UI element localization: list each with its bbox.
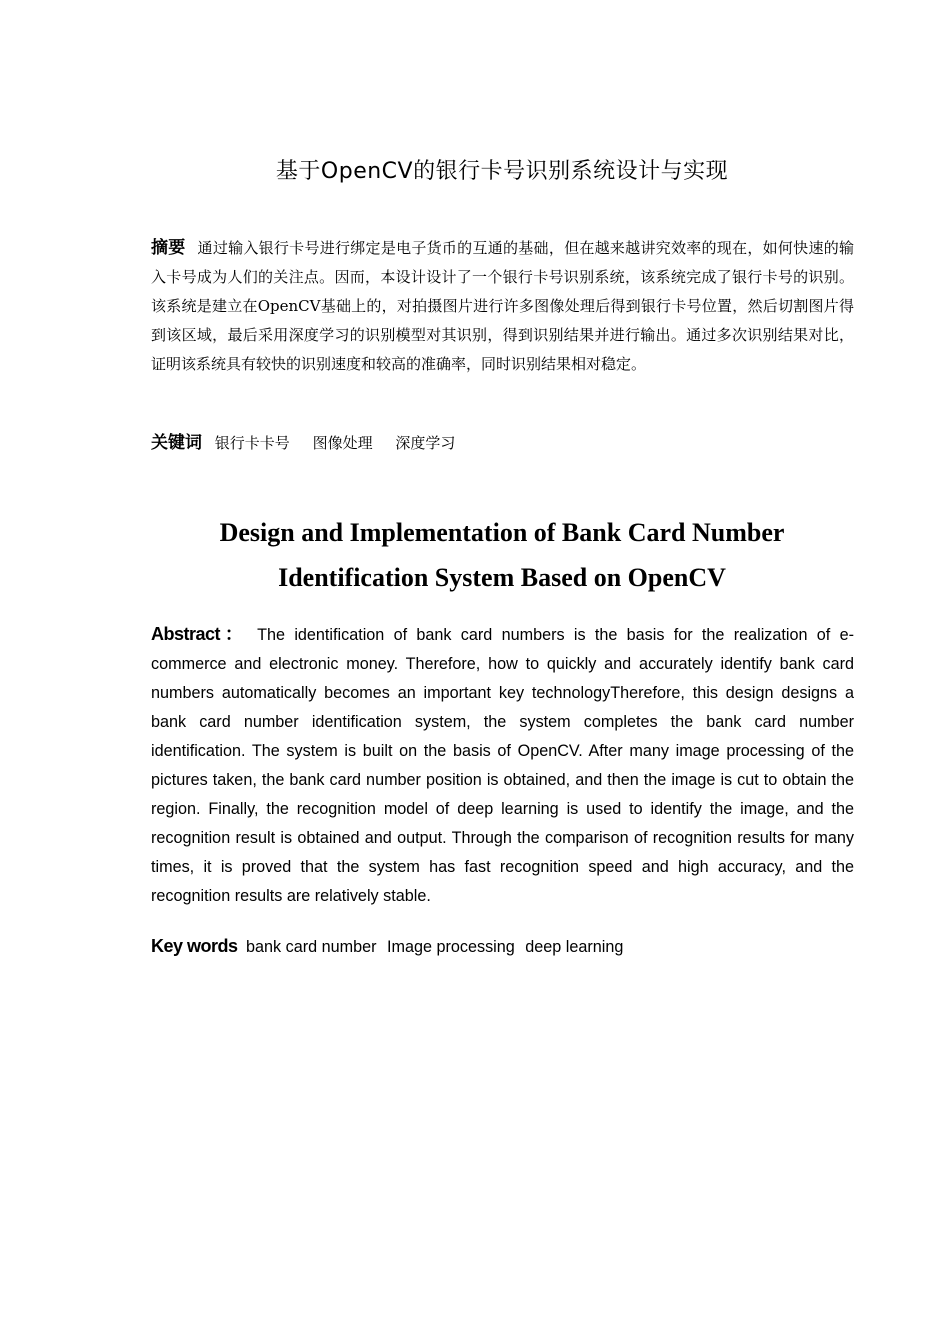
chinese-abstract-text: 通过输入银行卡号进行绑定是电子货币的互通的基础，但在越来越讲究效率的现在，如何快速的输入卡号成为人们的关注点。因而，本设计设计了一个银行卡号识别系统，该系统完成了银行卡号的识别。该系统是建立在OpenCV基础上的，对拍摄图片进行许多图像处理后得到银行卡号位置，然后切割图片得到该区域，最后采用深度学习的识别模型对其识别，得到识别结果并进行输出。通过多次识别结果对比，证明该系统具有较快的识别速度和较高的准确率，同时识别结果相对稳定。 — [151, 239, 854, 373]
chinese-keyword: 银行卡卡号 — [214, 434, 290, 452]
english-title-line-1: Design and Implementation of Bank Card Number — [219, 518, 785, 547]
english-abstract-label: Abstract： — [151, 624, 248, 644]
english-keyword: Image processing — [387, 938, 515, 956]
english-abstract — [151, 620, 854, 911]
english-keywords — [151, 933, 854, 960]
chinese-abstract-label: 摘要 — [151, 238, 186, 258]
english-title — [100, 510, 904, 600]
english-keyword: bank card number — [246, 938, 377, 956]
chinese-keyword: 深度学习 — [395, 434, 456, 452]
english-keyword: deep learning — [525, 938, 624, 956]
chinese-keywords — [151, 430, 854, 456]
chinese-abstract — [151, 234, 854, 379]
english-keywords-label: Key words — [151, 936, 238, 956]
english-title-line-2: Identification System Based on OpenCV — [278, 563, 726, 592]
chinese-keyword: 图像处理 — [312, 434, 373, 452]
english-abstract-text: The identification of bank card numbers is the basis for the realization of e-commerce and electronic money. Therefore, how to quickly and accurately identify bank card numbers automatically becomes an important key technologyTherefore, this design designs a bank card number identification system, the system completes the bank card number identification. The system is built on the basis of OpenCV. After many image processing of the pictures taken, the bank card number position is obtained, and then the image is cut to obtain the region. Finally, the recognition model of deep learning is used to identify the image, and the recognition result is obtained and output. Through the comparison of recognition results for many times, it is proved that the system has fast recognition speed and high accuracy, and the recognition results are relatively stable. — [151, 626, 854, 905]
chinese-title: 基于OpenCV的银行卡号识别系统设计与实现 — [275, 159, 729, 184]
chinese-keywords-label: 关键词 — [151, 433, 202, 453]
